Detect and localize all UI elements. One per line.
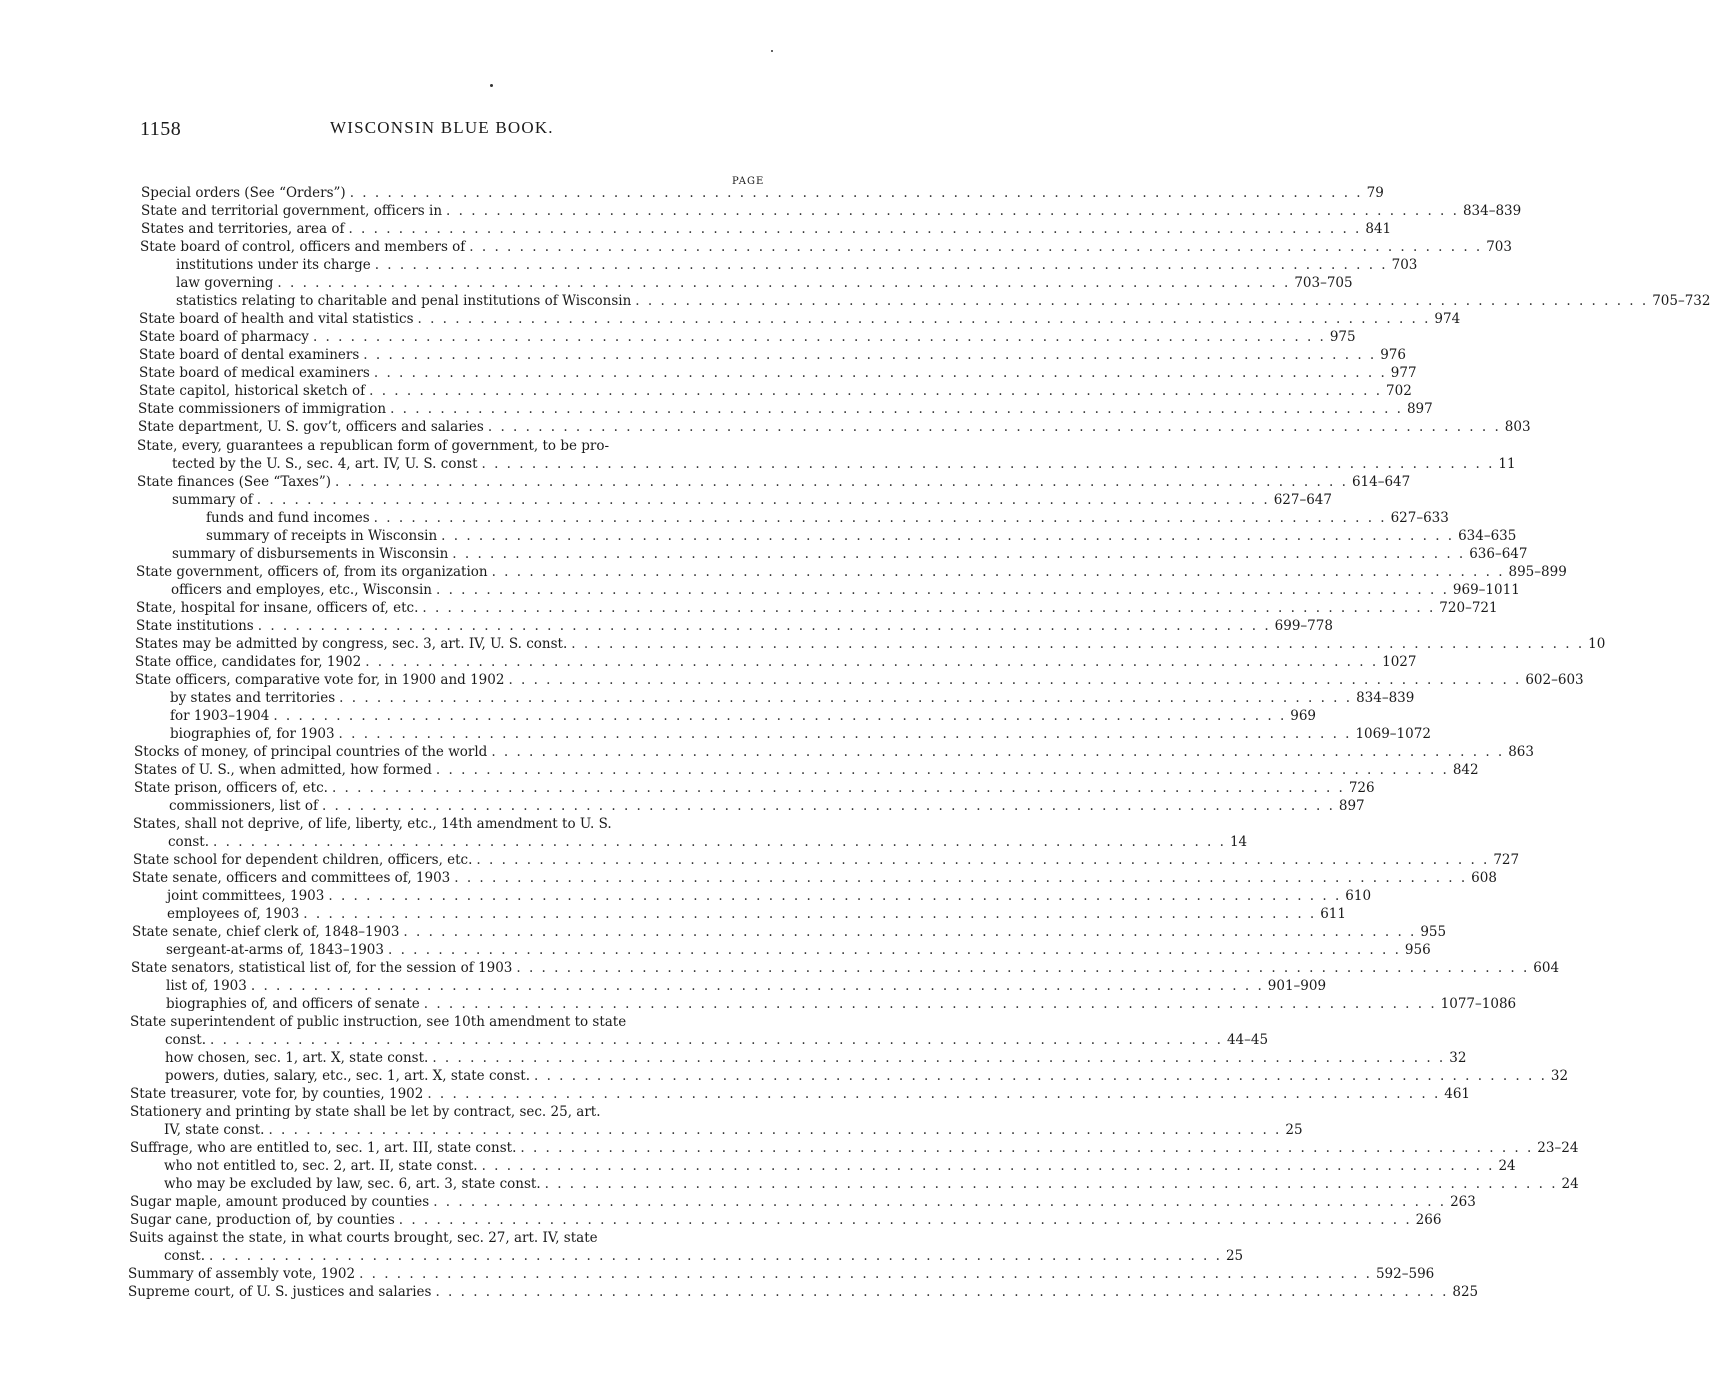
- index-entry-text: funds and fund incomes: [206, 510, 370, 526]
- dot-leader: . . . . . . . . . . . . . . . . . . . . . . . . . . . . . . . . . . . . . . . . . . . . . . . . . . . . . . . . . . . . . . . . . . . . . . . . . . . . . . . . .: [365, 654, 1379, 670]
- index-entry: [139, 382, 1412, 400]
- dot-leader: . . . . . . . . . . . . . . . . . . . . . . . . . . . . . . . . . . . . . . . . . . . . . . . . . . . . . . . . . . . . . . . . . . . . . . . . . . . . . . . . .: [398, 1212, 1412, 1228]
- index-entry-page: 23–24: [1537, 1140, 1579, 1156]
- dot-leader: . . . . . . . . . . . . . . . . . . . . . . . . . . . . . . . . . . . . . . . . . . . . . . . . . . . . . . . . . . . . . . . . . . . . . . . . . . . . . . . . .: [339, 690, 1353, 706]
- dot-leader: . . . . . . . . . . . . . . . . . . . . . . . . . . . . . . . . . . . . . . . . . . . . . . . . . . . . . . . . . . . . . . . . . . . . . . . . . . . . . . . . .: [534, 1068, 1547, 1084]
- dot-leader: . . . . . . . . . . . . . . . . . . . . . . . . . . . . . . . . . . . . . . . . . . . . . . . . . . . . . . . . . . . . . . . . . . . . . . . . . . . . . . . . .: [210, 1032, 1223, 1048]
- index-entry-text: Sugar cane, production of, by counties: [130, 1212, 395, 1228]
- index-entry-page: 969: [1290, 708, 1317, 724]
- dot-leader: . . . . . . . . . . . . . . . . . . . . . . . . . . . . . . . . . . . . . . . . . . . . . . . . . . . . . . . . . . . . . . . . . . . . . . . . . . . . . . . . .: [331, 780, 1345, 796]
- index-entry: [166, 995, 1517, 1013]
- index-entry-page: 25: [1225, 1248, 1244, 1264]
- index-entry-text: by states and territories: [170, 690, 336, 706]
- index-entry: [128, 1283, 1479, 1301]
- index-entry: [137, 473, 1411, 491]
- index-entry-page: 702: [1386, 383, 1412, 399]
- index-entry-text: commissioners, list of: [169, 798, 318, 814]
- print-speck: [771, 50, 773, 52]
- index-entry-text: biographies of, and officers of senate: [166, 996, 420, 1012]
- dot-leader: . . . . . . . . . . . . . . . . . . . . . . . . . . . . . . . . . . . . . . . . . . . . . . . . . . . . . . . . . . . . . . . . . . . . . . . . . . . . . . . . .: [277, 275, 1291, 291]
- index-entry-page: 608: [1471, 870, 1497, 886]
- dot-leader: . . . . . . . . . . . . . . . . . . . . . . . . . . . . . . . . . . . . . . . . . . . . . . . . . . . . . . . . . . . . . . . . . . . . . . . . . . . . . . . . .: [481, 456, 1495, 472]
- index-entry-page: 32: [1449, 1050, 1467, 1066]
- index-entry-page: 976: [1380, 347, 1406, 363]
- index-entry-page: 636–647: [1469, 546, 1528, 562]
- dot-leader: . . . . . . . . . . . . . . . . . . . . . . . . . . . . . . . . . . . . . . . . . . . . . . . . . . . . . . . . . . . . . . . . . . . . . . . . . . . . . . . . .: [435, 1284, 1449, 1300]
- index-entry-text: State department, U. S. gov’t, officers and salaries: [138, 419, 484, 435]
- index-entry: [170, 707, 1317, 725]
- index-entry-text: summary of: [172, 492, 253, 508]
- index-entry-text: officers and employes, etc., Wisconsin: [171, 582, 432, 598]
- index-entry: [172, 491, 1332, 509]
- index-entry-page: 834–839: [1356, 690, 1415, 706]
- index-entry: [133, 851, 1520, 869]
- index-entry-text: State board of control, officers and members of: [140, 239, 466, 255]
- index-entry: [164, 1247, 1244, 1265]
- index-entry: [167, 887, 1372, 905]
- index-entry: [165, 1031, 1269, 1049]
- dot-leader: . . . . . . . . . . . . . . . . . . . . . . . . . . . . . . . . . . . . . . . . . . . . . . . . . . . . . . . . . . . . . . . . . . . . . . . . . . . . . . . . .: [373, 365, 1387, 381]
- index-entry-text: summary of receipts in Wisconsin: [206, 528, 438, 544]
- index-entry-text: Suffrage, who are entitled to, sec. 1, art. III, state const.: [130, 1140, 517, 1156]
- index-entry-page: 969–1011: [1452, 582, 1520, 598]
- dot-leader: . . . . . . . . . . . . . . . . . . . . . . . . . . . . . . . . . . . . . . . . . . . . . . . . . . . . . . . . . . . . . . . . . . . . . . . . . . . . . . . . .: [452, 546, 1466, 562]
- index-entry-text: powers, duties, salary, etc., sec. 1, art. X, state const.: [165, 1068, 530, 1084]
- index-entry-page: 1077–1086: [1440, 996, 1517, 1012]
- index-entry: [139, 364, 1417, 382]
- index-entry-page: 634–635: [1458, 528, 1517, 544]
- index-entry: [140, 238, 1512, 256]
- index-entry-page: 25: [1285, 1122, 1303, 1138]
- index-entry: [134, 779, 1375, 797]
- index-entry: [167, 905, 1346, 923]
- index-entry-line: [129, 1229, 598, 1247]
- index-entry-text: State and territorial government, officers in: [141, 203, 443, 219]
- index-entry-text: who not entitled to, sec. 2, art. II, state const.: [164, 1158, 478, 1174]
- index-entry-text: State board of medical examiners: [139, 365, 370, 381]
- index-entry: [134, 761, 1479, 779]
- index-entry: [131, 959, 1560, 977]
- index-entry-page: 11: [1498, 456, 1516, 472]
- index-entry-text: States may be admitted by congress, sec. 3, art. IV, U. S. const.: [135, 636, 568, 652]
- index-entry: [176, 274, 1353, 292]
- dot-leader: . . . . . . . . . . . . . . . . . . . . . . . . . . . . . . . . . . . . . . . . . . . . . . . . . . . . . . . . . . . . . . . . . . . . . . . . . . . . . . . . .: [427, 1086, 1441, 1102]
- index-entry: [165, 1049, 1467, 1067]
- index-entry-line: [137, 437, 609, 455]
- dot-leader: . . . . . . . . . . . . . . . . . . . . . . . . . . . . . . . . . . . . . . . . . . . . . . . . . . . . . . . . . . . . . . . . . . . . . . . . . . . . . . . . .: [268, 1122, 1282, 1138]
- index-entry-page: 895–899: [1508, 564, 1567, 580]
- index-entry-continuation: tected by the U. S., sec. 4, art. IV, U. S. const: [172, 456, 478, 472]
- index-entry-text: for 1903–1904: [170, 708, 270, 724]
- index-entry: [176, 256, 1418, 274]
- index-entry-continuation: const.: [168, 834, 210, 850]
- index-entry-page: 699–778: [1274, 618, 1333, 634]
- dot-leader: . . . . . . . . . . . . . . . . . . . . . . . . . . . . . . . . . . . . . . . . . . . . . . . . . . . . . . . . . . . . . . . . . . . . . . . . . . . . . . . . .: [363, 347, 1377, 363]
- index-entry: [130, 1139, 1579, 1157]
- index-entry-text: State institutions: [136, 618, 254, 634]
- dot-leader: . . . . . . . . . . . . . . . . . . . . . . . . . . . . . . . . . . . . . . . . . . . . . . . . . . . . . . . . . . . . . . . . . . . . . . . . . . . . . . . . .: [422, 600, 1436, 616]
- dot-leader: . . . . . . . . . . . . . . . . . . . . . . . . . . . . . . . . . . . . . . . . . . . . . . . . . . . . . . . . . . . . . . . . . . . . . . . . . . . . . . . . .: [516, 960, 1530, 976]
- index-entry: [170, 725, 1431, 743]
- dot-leader: . . . . . . . . . . . . . . . . . . . . . . . . . . . . . . . . . . . . . . . . . . . . . . . . . . . . . . . . . . . . . . . . . . . . . . . . . . . . . . . . .: [209, 1248, 1222, 1264]
- index-entry-page: 863: [1508, 744, 1534, 760]
- dot-leader: . . . . . . . . . . . . . . . . . . . . . . . . . . . . . . . . . . . . . . . . . . . . . . . . . . . . . . . . . . . . . . . . . . . . . . . . . . . . . . . . .: [520, 1140, 1534, 1156]
- index-entry: [176, 292, 1710, 310]
- index-entry-text: State, every, guarantees a republican form of government, to be pro-: [137, 438, 610, 454]
- index-entry-page: 627–647: [1273, 492, 1332, 508]
- dot-leader: . . . . . . . . . . . . . . . . . . . . . . . . . . . . . . . . . . . . . . . . . . . . . . . . . . . . . . . . . . . . . . . . . . . . . . . . . . . . . . . . .: [441, 528, 1455, 544]
- print-speck: [490, 84, 493, 87]
- index-entry-page: 461: [1444, 1086, 1471, 1102]
- index-entry-page: 1027: [1382, 654, 1417, 670]
- dot-leader: . . . . . . . . . . . . . . . . . . . . . . . . . . . . . . . . . . . . . . . . . . . . . . . . . . . . . . . . . . . . . . . . . . . . . . . . . . . . . . . . .: [469, 239, 1483, 255]
- dot-leader: . . . . . . . . . . . . . . . . . . . . . . . . . . . . . . . . . . . . . . . . . . . . . . . . . . . . . . . . . . . . . . . . . . . . . . . . . . . . . . . . .: [544, 1176, 1558, 1192]
- dot-leader: . . . . . . . . . . . . . . . . . . . . . . . . . . . . . . . . . . . . . . . . . . . . . . . . . . . . . . . . . . . . . . . . . . . . . . . . . . . . . . . . .: [369, 383, 1383, 399]
- index-entry-continuation: IV, state const.: [164, 1122, 265, 1138]
- index-entry-continuation: const.: [164, 1248, 206, 1264]
- index-entry-text: biographies of, for 1903: [170, 726, 335, 742]
- dot-leader: . . . . . . . . . . . . . . . . . . . . . . . . . . . . . . . . . . . . . . . . . . . . . . . . . . . . . . . . . . . . . . . . . . . . . . . . . . . . . . . . .: [312, 329, 1326, 345]
- index-entry: [164, 1175, 1579, 1193]
- index-entry-text: Stationery and printing by state shall be let by contract, sec. 25, art.: [130, 1104, 601, 1120]
- index-entry-page: 825: [1452, 1284, 1479, 1300]
- index-entry-text: sergeant-at-arms of, 1843–1903: [166, 942, 384, 958]
- index-entry-text: joint committees, 1903: [167, 888, 325, 904]
- index-entry-page: 24: [1498, 1158, 1516, 1174]
- index-entry-page: 975: [1329, 329, 1356, 345]
- index-entry: [170, 689, 1415, 707]
- index-entry-text: State board of pharmacy: [139, 329, 309, 345]
- index-entry-text: employees of, 1903: [167, 906, 300, 922]
- index-entry: [141, 202, 1522, 220]
- index-entry-text: institutions under its charge: [176, 257, 371, 273]
- index-entry-page: 897: [1406, 401, 1433, 417]
- index-entry-text: Stocks of money, of principal countries of the world: [134, 744, 488, 760]
- index-entry-text: State prison, officers of, etc.: [134, 780, 328, 796]
- index-entry: [139, 328, 1356, 346]
- index-entry: [135, 635, 1606, 653]
- index-entry-page: 803: [1504, 419, 1531, 435]
- index-entry-page: 1069–1072: [1355, 726, 1431, 742]
- page-column-label: PAGE: [732, 176, 765, 187]
- index-entry-text: State capitol, historical sketch of: [139, 383, 366, 399]
- index-entry-text: States, shall not deprive, of life, liberty, etc., 14th amendment to U. S.: [133, 816, 612, 832]
- index-entry-page: 720–721: [1439, 600, 1498, 616]
- index-entry: [206, 527, 1517, 545]
- index-entry: [128, 1265, 1435, 1283]
- dot-leader: . . . . . . . . . . . . . . . . . . . . . . . . . . . . . . . . . . . . . . . . . . . . . . . . . . . . . . . . . . . . . . . . . . . . . . . . . . . . . . . . .: [387, 942, 1401, 958]
- index-entry-text: State senate, officers and committees of, 1903: [132, 870, 451, 886]
- page-header: [140, 118, 760, 142]
- index-entry: [166, 977, 1327, 995]
- index-entry-page: 44–45: [1226, 1032, 1269, 1048]
- dot-leader: . . . . . . . . . . . . . . . . . . . . . . . . . . . . . . . . . . . . . . . . . . . . . . . . . . . . . . . . . . . . . . . . . . . . . . . . . . . . . . . . .: [250, 978, 1264, 994]
- index-entry-page: 592–596: [1375, 1266, 1435, 1282]
- index-entry-text: Summary of assembly vote, 1902: [128, 1266, 356, 1282]
- index-entry-line: [130, 1013, 626, 1031]
- index-entry: [134, 743, 1534, 761]
- index-entry-text: State commissioners of immigration: [138, 401, 387, 417]
- dot-leader: . . . . . . . . . . . . . . . . . . . . . . . . . . . . . . . . . . . . . . . . . . . . . . . . . . . . . . . . . . . . . . . . . . . . . . . . . . . . . . . . .: [417, 311, 1431, 327]
- index-entry: [141, 220, 1392, 238]
- index-entry-page: 703–705: [1294, 275, 1353, 291]
- index-entry-page: 14: [1229, 834, 1248, 850]
- index-entry-text: State treasurer, vote for, by counties, 1902: [130, 1086, 424, 1102]
- index-entry-page: 841: [1365, 221, 1392, 237]
- index-entry: [136, 617, 1333, 635]
- dot-leader: . . . . . . . . . . . . . . . . . . . . . . . . . . . . . . . . . . . . . . . . . . . . . . . . . . . . . . . . . . . . . . . . . . . . . . . . . . . . . . . . .: [435, 762, 1449, 778]
- dot-leader: . . . . . . . . . . . . . . . . . . . . . . . . . . . . . . . . . . . . . . . . . . . . . . . . . . . . . . . . . . . . . . . . . . . . . . . . . . . . . . . . .: [349, 185, 1363, 201]
- dot-leader: . . . . . . . . . . . . . . . . . . . . . . . . . . . . . . . . . . . . . . . . . . . . . . . . . . . . . . . . . . . . . . . . . . . . . . . . . . . . . . . . .: [390, 401, 1403, 417]
- index-entry: [138, 418, 1531, 436]
- index-entry-text: Supreme court, of U. S. justices and salaries: [128, 1284, 432, 1300]
- index-entry-page: 897: [1338, 798, 1365, 814]
- index-entry: [135, 671, 1584, 689]
- index-entry-text: State government, officers of, from its organization: [136, 564, 488, 580]
- dot-leader: . . . . . . . . . . . . . . . . . . . . . . . . . . . . . . . . . . . . . . . . . . . . . . . . . . . . . . . . . . . . . . . . . . . . . . . . . . . . . . . . .: [423, 996, 1437, 1012]
- dot-leader: . . . . . . . . . . . . . . . . . . . . . . . . . . . . . . . . . . . . . . . . . . . . . . . . . . . . . . . . . . . . . . . . . . . . . . . . . . . . . . . . .: [256, 492, 1270, 508]
- index-entry-text: State, hospital for insane, officers of, etc.: [136, 600, 419, 616]
- dot-leader: . . . . . . . . . . . . . . . . . . . . . . . . . . . . . . . . . . . . . . . . . . . . . . . . . . . . . . . . . . . . . . . . . . . . . . . . . . . . . . . . .: [338, 726, 1352, 742]
- index-entry-page: 974: [1434, 311, 1461, 327]
- index-entry: [132, 869, 1497, 887]
- index-entry: [136, 599, 1498, 617]
- index-entry-text: State finances (See “Taxes”): [137, 474, 332, 490]
- dot-leader: . . . . . . . . . . . . . . . . . . . . . . . . . . . . . . . . . . . . . . . . . . . . . . . . . . . . . . . . . . . . . . . . . . . . . . . . . . . . . . . . .: [403, 924, 1417, 940]
- index-entry-page: 705–732: [1652, 293, 1710, 309]
- index-entry: [166, 941, 1431, 959]
- index-entry-page: 79: [1366, 185, 1384, 201]
- dot-leader: . . . . . . . . . . . . . . . . . . . . . . . . . . . . . . . . . . . . . . . . . . . . . . . . . . . . . . . . . . . . . . . . . . . . . . . . . . . . . . . . .: [328, 888, 1342, 904]
- index-entry-page: 627–633: [1390, 510, 1449, 526]
- index-entry: [164, 1157, 1516, 1175]
- dot-leader: . . . . . . . . . . . . . . . . . . . . . . . . . . . . . . . . . . . . . . . . . . . . . . . . . . . . . . . . . . . . . . . . . . . . . . . . . . . . . . . . .: [373, 510, 1387, 526]
- page-number: 1158: [140, 118, 182, 140]
- index-entry: [164, 1121, 1303, 1139]
- index-entry: [141, 184, 1384, 202]
- index-entry-continuation: const.: [165, 1032, 207, 1048]
- index-entry: [168, 833, 1248, 851]
- dot-leader: . . . . . . . . . . . . . . . . . . . . . . . . . . . . . . . . . . . . . . . . . . . . . . . . . . . . . . . . . . . . . . . . . . . . . . . . . . . . . . . . .: [491, 564, 1505, 580]
- dot-leader: . . . . . . . . . . . . . . . . . . . . . . . . . . . . . . . . . . . . . . . . . . . . . . . . . . . . . . . . . . . . . . . . . . . . . . . . . . . . . . . . .: [273, 708, 1287, 724]
- dot-leader: . . . . . . . . . . . . . . . . . . . . . . . . . . . . . . . . . . . . . . . . . . . . . . . . . . . . . . . . . . . . . . . . . . . . . . . . . . . . . . . . .: [481, 1158, 1495, 1174]
- index-entry-page: 901–909: [1267, 978, 1327, 994]
- index-entry-text: law governing: [176, 275, 274, 291]
- index-entry-text: State officers, comparative vote for, in 1900 and 1902: [135, 672, 505, 688]
- dot-leader: . . . . . . . . . . . . . . . . . . . . . . . . . . . . . . . . . . . . . . . . . . . . . . . . . . . . . . . . . . . . . . . . . . . . . . . . . . . . . . . . .: [476, 852, 1490, 868]
- index-entry-line: [130, 1103, 601, 1121]
- index-entry-page: 956: [1404, 942, 1431, 958]
- index-entry-page: 703: [1391, 257, 1418, 273]
- index-entry-page: 266: [1415, 1212, 1442, 1228]
- index-entry-page: 842: [1452, 762, 1479, 778]
- index-entry: [130, 1085, 1471, 1103]
- index-entry-text: statistics relating to charitable and penal institutions of Wisconsin: [176, 293, 632, 309]
- index-entry: [136, 563, 1567, 581]
- dot-leader: . . . . . . . . . . . . . . . . . . . . . . . . . . . . . . . . . . . . . . . . . . . . . . . . . . . . . . . . . . . . . . . . . . . . . . . . . . . . . . . . .: [571, 636, 1585, 652]
- index-entry-line: [133, 815, 612, 833]
- index-entry-page: 614–647: [1351, 474, 1411, 490]
- dot-leader: . . . . . . . . . . . . . . . . . . . . . . . . . . . . . . . . . . . . . . . . . . . . . . . . . . . . . . . . . . . . . . . . . . . . . . . . . . . . . . . . .: [454, 870, 1468, 886]
- index-entry-page: 32: [1550, 1068, 1569, 1084]
- index-entry: [132, 923, 1447, 941]
- index-entry-page: 726: [1348, 780, 1375, 796]
- dot-leader: . . . . . . . . . . . . . . . . . . . . . . . . . . . . . . . . . . . . . . . . . . . . . . . . . . . . . . . . . . . . . . . . . . . . . . . . . . . . . . . . .: [213, 834, 1226, 850]
- index-entry-page: 703: [1486, 239, 1512, 255]
- index-entry: [172, 545, 1528, 563]
- index-entry-page: 602–603: [1525, 672, 1584, 688]
- dot-leader: . . . . . . . . . . . . . . . . . . . . . . . . . . . . . . . . . . . . . . . . . . . . . . . . . . . . . . . . . . . . . . . . . . . . . . . . . . . . . . . . .: [432, 1050, 1446, 1066]
- dot-leader: . . . . . . . . . . . . . . . . . . . . . . . . . . . . . . . . . . . . . . . . . . . . . . . . . . . . . . . . . . . . . . . . . . . . . . . . . . . . . . . . .: [491, 744, 1505, 760]
- index-entry-text: Sugar maple, amount produced by counties: [130, 1194, 430, 1210]
- index-entry-text: State board of health and vital statistics: [139, 311, 414, 327]
- index-entry-text: State school for dependent children, officers, etc.: [133, 852, 473, 868]
- dot-leader: . . . . . . . . . . . . . . . . . . . . . . . . . . . . . . . . . . . . . . . . . . . . . . . . . . . . . . . . . . . . . . . . . . . . . . . . . . . . . . . . .: [321, 798, 1335, 814]
- dot-leader: . . . . . . . . . . . . . . . . . . . . . . . . . . . . . . . . . . . . . . . . . . . . . . . . . . . . . . . . . . . . . . . . . . . . . . . . . . . . . . . . .: [433, 1194, 1447, 1210]
- running-head: WISCONSIN BLUE BOOK.: [330, 118, 554, 137]
- index-entry-page: 10: [1588, 636, 1606, 652]
- index-entry-page: 610: [1345, 888, 1372, 904]
- index-entry: [138, 400, 1433, 418]
- dot-leader: . . . . . . . . . . . . . . . . . . . . . . . . . . . . . . . . . . . . . . . . . . . . . . . . . . . . . . . . . . . . . . . . . . . . . . . . . . . . . . . . .: [436, 582, 1449, 598]
- index-entry-text: list of, 1903: [166, 978, 247, 994]
- index-entry-text: State superintendent of public instruction, see 10th amendment to state: [130, 1014, 627, 1030]
- index-entry-page: 263: [1450, 1194, 1476, 1210]
- index-entry-text: State senate, chief clerk of, 1848–1903: [132, 924, 400, 940]
- index-entry: [139, 346, 1406, 364]
- index-entry-page: 611: [1320, 906, 1346, 922]
- dot-leader: . . . . . . . . . . . . . . . . . . . . . . . . . . . . . . . . . . . . . . . . . . . . . . . . . . . . . . . . . . . . . . . . . . . . . . . . . . . . . . . . .: [446, 203, 1459, 219]
- index-entry-page: 955: [1420, 924, 1447, 940]
- index-entry: [135, 653, 1417, 671]
- index-entry: [130, 1193, 1476, 1211]
- index-entry-page: 977: [1390, 365, 1417, 381]
- index-entry: [171, 581, 1520, 599]
- dot-leader: . . . . . . . . . . . . . . . . . . . . . . . . . . . . . . . . . . . . . . . . . . . . . . . . . . . . . . . . . . . . . . . . . . . . . . . . . . . . . . . . .: [257, 618, 1271, 634]
- dot-leader: . . . . . . . . . . . . . . . . . . . . . . . . . . . . . . . . . . . . . . . . . . . . . . . . . . . . . . . . . . . . . . . . . . . . . . . . . . . . . . . . .: [348, 221, 1362, 237]
- index-entry-text: who may be excluded by law, sec. 6, art. 3, state const.: [164, 1176, 541, 1192]
- index-entry-text: Special orders (See “Orders”): [141, 185, 346, 201]
- index-entry-page: 604: [1533, 960, 1560, 976]
- index-entry-text: State board of dental examiners: [139, 347, 360, 363]
- dot-leader: . . . . . . . . . . . . . . . . . . . . . . . . . . . . . . . . . . . . . . . . . . . . . . . . . . . . . . . . . . . . . . . . . . . . . . . . . . . . . . . . .: [359, 1266, 1372, 1282]
- index-entry: [165, 1067, 1569, 1085]
- index-entry: [172, 455, 1516, 473]
- index-entry: [206, 509, 1449, 527]
- index-entry-text: how chosen, sec. 1, art. X, state const.: [165, 1050, 429, 1066]
- dot-leader: . . . . . . . . . . . . . . . . . . . . . . . . . . . . . . . . . . . . . . . . . . . . . . . . . . . . . . . . . . . . . . . . . . . . . . . . . . . . . . . . .: [508, 672, 1522, 688]
- index-entry: [139, 310, 1461, 328]
- dot-leader: . . . . . . . . . . . . . . . . . . . . . . . . . . . . . . . . . . . . . . . . . . . . . . . . . . . . . . . . . . . . . . . . . . . . . . . . . . . . . . . . .: [335, 474, 1348, 490]
- index-entry: [169, 797, 1365, 815]
- index-entry-page: 24: [1561, 1176, 1579, 1192]
- index-entry-text: Suits against the state, in what courts brought, sec. 27, art. IV, state: [129, 1230, 598, 1246]
- index-entry-page: 727: [1493, 852, 1520, 868]
- dot-leader: . . . . . . . . . . . . . . . . . . . . . . . . . . . . . . . . . . . . . . . . . . . . . . . . . . . . . . . . . . . . . . . . . . . . . . . . . . . . . . . . .: [374, 257, 1388, 273]
- index-entry-text: State senators, statistical list of, for the session of 1903: [131, 960, 513, 976]
- index-entry-text: States of U. S., when admitted, how formed: [134, 762, 432, 778]
- index-entry: [130, 1211, 1442, 1229]
- dot-leader: . . . . . . . . . . . . . . . . . . . . . . . . . . . . . . . . . . . . . . . . . . . . . . . . . . . . . . . . . . . . . . . . . . . . . . . . . . . . . . . . .: [635, 293, 1649, 309]
- index-entry-text: State office, candidates for, 1902: [135, 654, 362, 670]
- index-entry-text: States and territories, area of: [141, 221, 345, 237]
- dot-leader: . . . . . . . . . . . . . . . . . . . . . . . . . . . . . . . . . . . . . . . . . . . . . . . . . . . . . . . . . . . . . . . . . . . . . . . . . . . . . . . . .: [487, 419, 1501, 435]
- dot-leader: . . . . . . . . . . . . . . . . . . . . . . . . . . . . . . . . . . . . . . . . . . . . . . . . . . . . . . . . . . . . . . . . . . . . . . . . . . . . . . . . .: [303, 906, 1317, 922]
- index-entry-text: summary of disbursements in Wisconsin: [172, 546, 449, 562]
- index-entry-page: 834–839: [1462, 203, 1522, 219]
